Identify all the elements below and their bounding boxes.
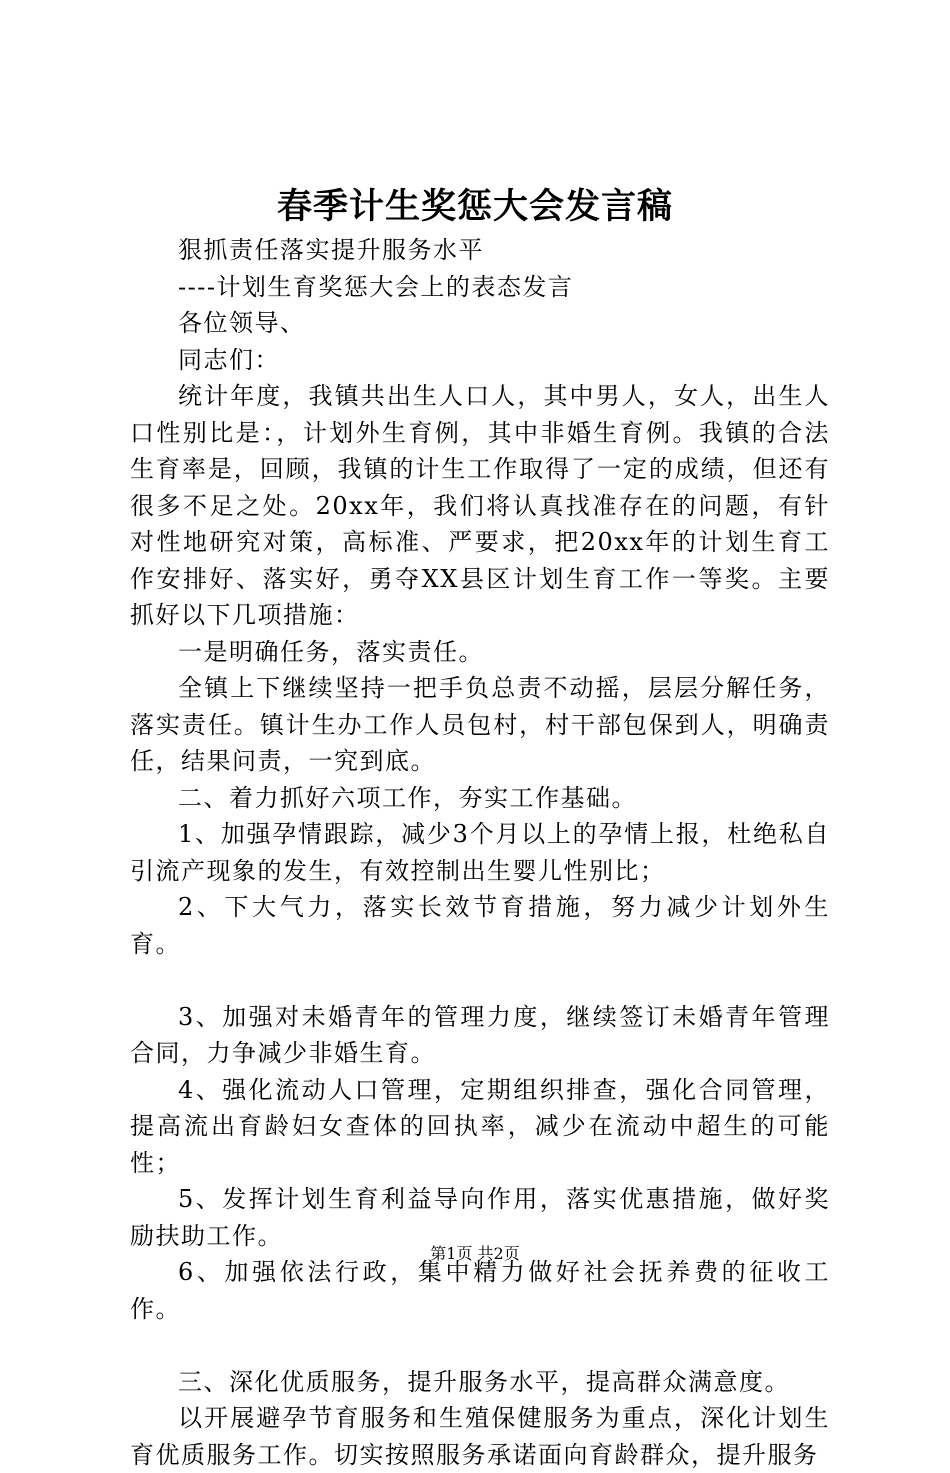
heading-two: 二、着力抓好六项工作，夯实工作基础。: [178, 783, 637, 812]
item-4: 4、强化流动人口管理，定期组织排查，强化合同管理，提高流出育龄妇女查体的回执率，减少在流动中超生的可能性；: [130, 1075, 830, 1177]
paragraph-responsibility: 全镇上下继续坚持一把手负总责不动摇，层层分解任务，落实责任。镇计生办工作人员包村，村干部包保到人，明确责任，结果问责，一究到底。: [130, 674, 830, 775]
page-footer: 第1页 共2页: [430, 1244, 520, 1263]
document-title: 春季计生奖惩大会发言稿: [276, 186, 673, 227]
paragraph-intro: 统计年度，我镇共出生人口人，其中男人，女人，出生人口性别比是：，计划外生育例，其中非婚生育例。我镇的合法生育率是，回顾，我镇的计生工作取得了一定的成绩，但还有很多不足之处。20xx年，我们将认真找准存在的问题，有针对性地研究对策，高标准、严要求，把20xx年的计划生育工作安排好、落实好，勇夺XX县区计划生育工作一等奖。主要抓好以下几项措施：: [130, 382, 830, 629]
item-6: 6、加强依法行政，集中精力做好社会抚养费的征收工作。: [130, 1258, 830, 1323]
item-1: 1、加强孕情跟踪，减少3个月以上的孕情上报，杜绝私自引流产现象的发生，有效控制出生婴儿性别比；: [130, 820, 830, 885]
heading-one: 一是明确任务，落实责任。: [178, 637, 484, 666]
paragraph-service: 以开展避孕节育服务和生殖保健服务为重点，深化计划生育优质服务工作。切实按照服务承诺面向育龄群众，提升服务: [130, 1404, 830, 1469]
salutation-leaders: 各位领导、: [178, 309, 306, 337]
subtitle-note: ----计划生育奖惩大会上的表态发言: [178, 272, 574, 301]
heading-three: 三、深化优质服务，提升服务水平，提高群众满意度。: [178, 1367, 790, 1396]
subtitle: 狠抓责任落实提升服务水平: [178, 236, 484, 264]
document-body: [130, 232, 830, 1473]
item-5: 5、发挥计划生育利益导向作用，落实优惠措施，做好奖励扶助工作。: [130, 1185, 830, 1250]
item-2: 2、下大气力，落实长效节育措施，努力减少计划外生育。: [130, 893, 830, 958]
item-3: 3、加强对未婚青年的管理力度，继续签订未婚青年管理合同，力争减少非婚生育。: [130, 1002, 830, 1067]
salutation-comrades: 同志们：: [178, 345, 280, 374]
